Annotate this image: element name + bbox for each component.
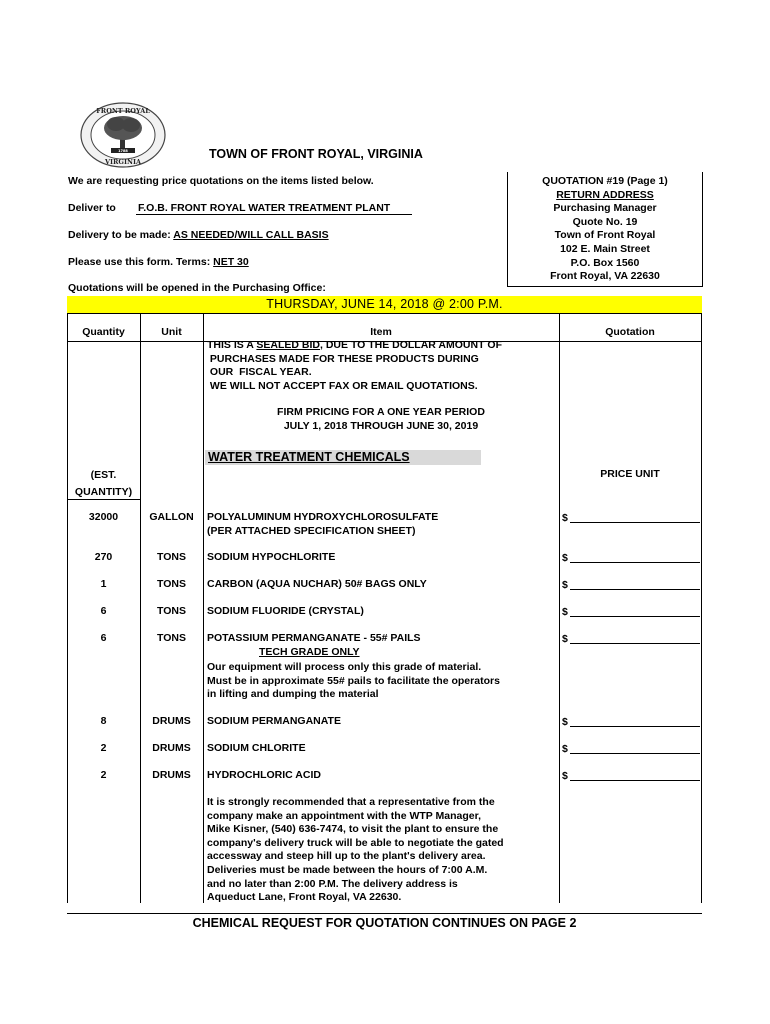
category-heading: WATER TREATMENT CHEMICALS [205, 450, 481, 465]
row-item: SODIUM PERMANGANATE [207, 715, 341, 727]
est-quantity-label: (EST. QUANTITY) [74, 469, 133, 498]
row-qty: 8 [100, 715, 107, 727]
row-qty: 6 [100, 605, 107, 617]
row-unit: TONS [157, 578, 186, 590]
svg-text:FRONT ROYAL: FRONT ROYAL [96, 107, 150, 115]
row-unit: TONS [157, 551, 186, 563]
price-entry-line[interactable] [570, 589, 700, 590]
col-header-item: Item [370, 326, 392, 338]
row-unit: TONS [157, 632, 186, 644]
footer-rule [67, 913, 702, 914]
bid-date-banner [67, 296, 702, 313]
row-unit: DRUMS [152, 742, 191, 754]
col-header-quotation: Quotation [605, 326, 655, 338]
row-item: SODIUM HYPOCHLORITE [207, 551, 336, 563]
row-item: HYDROCHLORIC ACID [207, 769, 321, 781]
request-line: We are requesting price quotations on the items listed below. [68, 175, 374, 187]
row-unit: DRUMS [152, 769, 191, 781]
sealed-bid-notice: THIS IS A SEALED BID, DUE TO THE DOLLAR AMOUNT OF PURCHASES MADE FOR THESE PRODUCTS DURING OUR FISCAL YEAR. WE WILL NOT ACCEPT FAX OR EMAIL QUOTATIONS. [207, 339, 502, 392]
table-border-right [701, 313, 702, 903]
return-address-line: Front Royal, VA 22630 [550, 270, 660, 283]
price-entry-line[interactable] [570, 780, 700, 781]
price-dollar-sign: $ [562, 770, 568, 782]
opened-line: Quotations will be opened in the Purchasing Office: [68, 282, 326, 294]
town-seal-logo [80, 102, 166, 168]
continues-notice: CHEMICAL REQUEST FOR QUOTATION CONTINUES ON PAGE 2 [192, 916, 577, 930]
row-item: SODIUM FLUORIDE (CRYSTAL) [207, 605, 364, 617]
return-address-line: Purchasing Manager [553, 202, 657, 215]
row-unit: GALLON [149, 511, 194, 523]
row-unit: TONS [157, 605, 186, 617]
return-address-heading: RETURN ADDRESS [556, 188, 654, 201]
equipment-note: Our equipment will process only this grade of material. Must be in approximate 55# pails to facilitate the operators in lifting and dumping the material [207, 661, 500, 701]
row-item: CARBON (AQUA NUCHAR) 50# BAGS ONLY [207, 578, 427, 590]
row-qty: 1 [100, 578, 107, 590]
deliver-to-label: Deliver to [68, 202, 116, 214]
price-dollar-sign: $ [562, 552, 568, 564]
delivery-terms: Delivery to be made: AS NEEDED/WILL CALL BASIS [68, 229, 329, 241]
price-dollar-sign: $ [562, 512, 568, 524]
price-unit-label: PRICE UNIT [600, 468, 660, 480]
row-item: POTASSIUM PERMANGANATE - 55# PAILS TECH GRADE ONLY [207, 632, 421, 658]
return-address-line: Quote No. 19 [572, 215, 638, 228]
price-entry-line[interactable] [570, 753, 700, 754]
est-quantity-rule [67, 499, 140, 500]
bid-date: THURSDAY, JUNE 14, 2018 @ 2:00 P.M. [266, 297, 503, 311]
svg-text:1788: 1788 [118, 149, 128, 153]
row-qty: 32000 [88, 511, 119, 523]
row-item: SODIUM CHLORITE [207, 742, 306, 754]
return-address-line: 102 E. Main Street [560, 242, 650, 255]
price-dollar-sign: $ [562, 606, 568, 618]
row-unit: DRUMS [152, 715, 191, 727]
page-title: TOWN OF FRONT ROYAL, VIRGINIA [209, 147, 423, 161]
price-entry-line[interactable] [570, 643, 700, 644]
return-address-line: P.O. Box 1560 [570, 256, 640, 269]
price-dollar-sign: $ [562, 579, 568, 591]
return-address-line: Town of Front Royal [554, 229, 656, 242]
price-entry-line[interactable] [570, 726, 700, 727]
price-entry-line[interactable] [570, 522, 700, 523]
col-header-unit: Unit [161, 326, 182, 338]
col-header-quantity: Quantity [82, 326, 125, 338]
table-divider-unit [203, 313, 204, 903]
price-dollar-sign: $ [562, 716, 568, 728]
payment-terms: Please use this form. Terms: NET 30 [68, 256, 249, 268]
price-dollar-sign: $ [562, 633, 568, 645]
svg-text:VIRGINIA: VIRGINIA [104, 158, 142, 166]
table-top-rule [67, 313, 702, 314]
visit-recommendation-note: It is strongly recommended that a representative from the company make an appointment with the WTP Manager, Mike Kisner, (540) 636-7474, to visit the plant to ensure the company's delivery truck will be able to negotiate the gated accessway and steep hill up to the plant's delivery area. Deliveries must be made between the hours of 7:00 A.M. and no later than 2:00 P.M. The delivery address is Aqueduct Lane, Front Royal, VA 22630. [207, 796, 504, 904]
price-entry-line[interactable] [570, 562, 700, 563]
row-qty: 270 [94, 551, 113, 563]
table-divider-item [559, 313, 560, 903]
row-qty: 2 [100, 769, 107, 781]
return-address-box [507, 172, 703, 287]
deliver-to-value: F.O.B. FRONT ROYAL WATER TREATMENT PLANT [138, 202, 391, 214]
price-entry-line[interactable] [570, 616, 700, 617]
row-qty: 2 [100, 742, 107, 754]
price-dollar-sign: $ [562, 743, 568, 755]
deliver-to-underline [136, 214, 412, 215]
quotation-number: QUOTATION #19 (Page 1) [542, 175, 668, 187]
row-item: POLYALUMINUM HYDROXYCHLOROSULFATE (PER ATTACHED SPECIFICATION SHEET) [207, 511, 439, 537]
firm-pricing-notice: FIRM PRICING FOR A ONE YEAR PERIOD JULY 1, 2018 THROUGH JUNE 30, 2019 [277, 406, 485, 432]
row-qty: 6 [100, 632, 107, 644]
